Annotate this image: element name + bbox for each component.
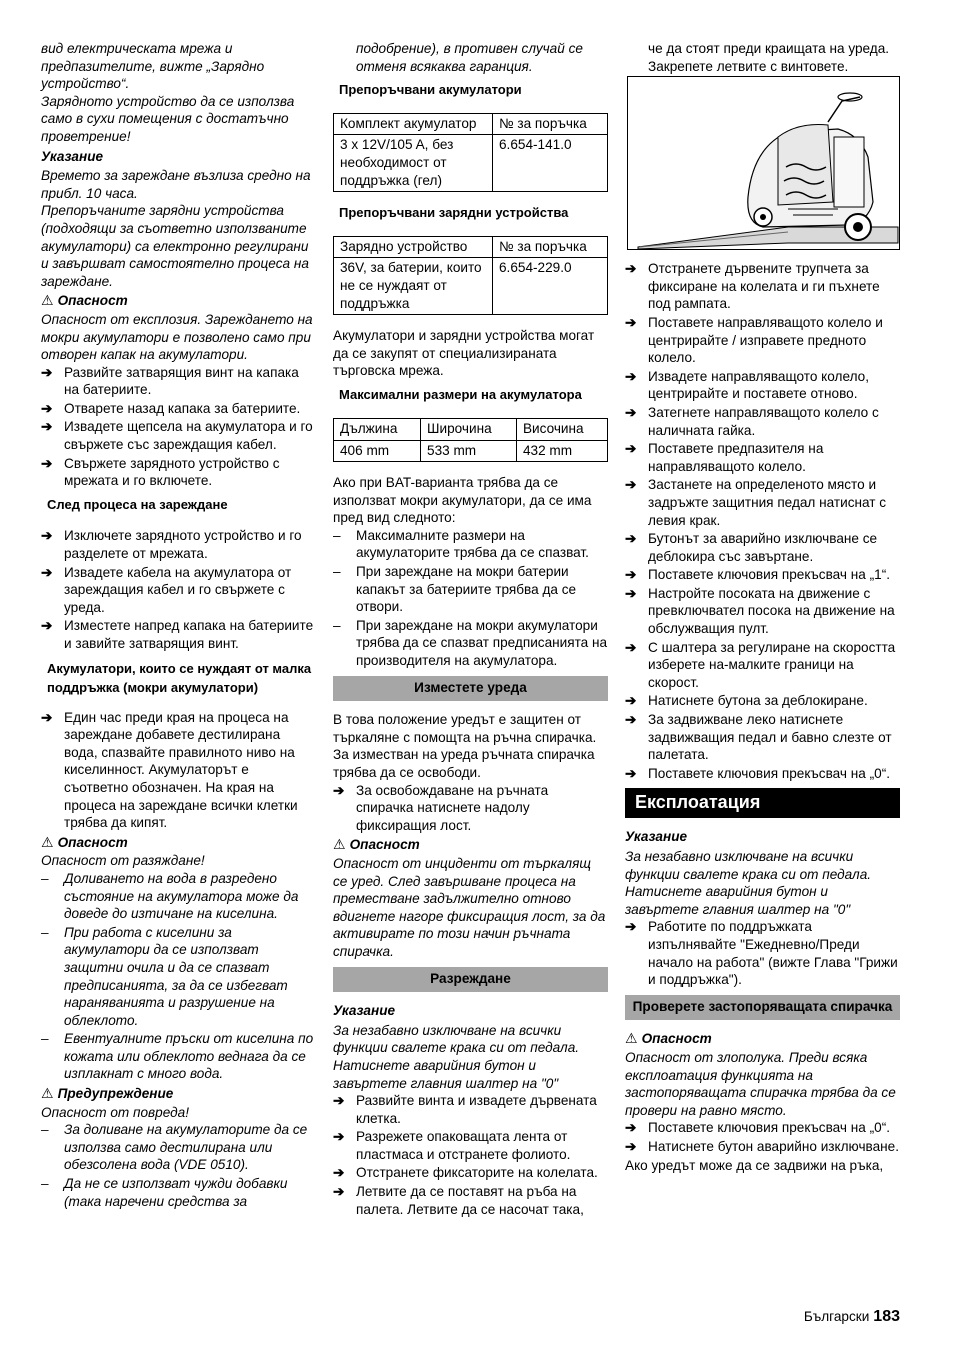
arrow-icon: ➔: [625, 404, 637, 420]
intro-text-2: Зарядното устройство да се използва само в сухи помещения с достатъчно проветрение!: [41, 93, 295, 144]
step-item: ➔ Един час преди края на процеса на зареждане добавете дестилирана вода, спазвайте правилното ниво на киселинност. Акумулаторът е съответно обозначен. На края на процеса на зареждане всички клетки трябва да кипят.: [41, 709, 298, 831]
table-header: № за поръчка: [493, 113, 608, 135]
step-item: ➔ Извадете кабела на акумулатора от зареждащия кабел и го свържете с уреда.: [41, 564, 292, 615]
note-text: Времето за зареждане възлиза средно на прибл. 10 часа.: [41, 168, 311, 201]
arrow-icon: ➔: [625, 477, 637, 493]
arrow-icon: ➔: [625, 1120, 637, 1136]
machine-illustration: [627, 76, 900, 250]
note-title: Указание: [333, 1003, 396, 1019]
step-item: ➔ Поставете ключовия прекъсвач на „1“.: [625, 567, 891, 583]
step-item: ➔ Натиснете бутона за деблокиране.: [625, 693, 868, 709]
arrow-icon: ➔: [41, 709, 53, 725]
step-item: ➔ Натиснете бутон аварийно изключване.: [625, 1138, 900, 1154]
arrow-icon: ➔: [625, 368, 637, 384]
section-heading: Препоръчвани зарядни устройства: [339, 205, 569, 221]
arrow-icon: ➔: [41, 618, 53, 634]
step-item: ➔ Отстранете дървените трупчета за фиксиране на колелата и ги пъхнете под рампата.: [625, 261, 880, 312]
section-title-operation: Експлоатация: [625, 788, 900, 818]
table-header: № за поръчка: [493, 236, 608, 258]
arrow-icon: ➔: [625, 531, 637, 547]
step-item: ➔ Свържете зарядното устройство с мрежата и го включете.: [41, 455, 280, 489]
step-item: ➔ Извадете щепсела на акумулатора и го свържете със зареждащия кабел.: [41, 419, 313, 453]
arrow-icon: ➔: [41, 564, 53, 580]
table-header: Зарядно устройство: [334, 236, 493, 258]
warning-icon: ⚠: [41, 833, 54, 850]
dash-item: – При работа с киселини за акумулатори да се използват защитни очила и да се спазват предписанията, за да се избегват нараняванията и разрушение на облеклото.: [41, 924, 288, 1028]
step-item: ➔ Развийте затварящия винт на капака на батериите.: [41, 364, 299, 398]
step-item: ➔ Извадете направляващото колело, центрирайте и поставете отново.: [625, 368, 869, 402]
note-text: За незабавно изключване на всички функции свалете крака си от педала. Натиснете аварийния бутон и завъртете главния шалтер на "0": [625, 849, 872, 917]
arrow-icon: ➔: [625, 693, 637, 709]
arrow-icon: ➔: [625, 441, 637, 457]
dash-item: – Да не се използват чужди добавки (така наречени средства за: [41, 1176, 288, 1209]
footer-language: Български: [803, 1309, 870, 1324]
step-item: ➔ Застанете на определеното място и задръжте защитния педал натиснат с левия крак.: [625, 477, 887, 528]
section-heading: Максимални размери на акумулатора: [339, 386, 582, 402]
arrow-icon: ➔: [41, 419, 53, 435]
step-item: ➔ Бутонът за аварийно изключване се деблокира със завъртане.: [625, 531, 878, 564]
step-item: ➔ Работите по поддръжката изпълнявайте "Ежедневно/Преди начало на работа" (вижте Глава "Грижи и поддръжка").: [625, 919, 898, 988]
arrow-icon: ➔: [41, 400, 53, 416]
arrow-icon: ➔: [333, 782, 345, 798]
table-cell: 36V, за батерии, които не се нуждаят от поддръжка: [334, 258, 493, 315]
warning-icon: ⚠: [333, 836, 346, 853]
arrow-icon: ➔: [625, 639, 637, 655]
step-item: ➔ Изместете напред капака на батериите и завийте затварящия винт.: [41, 618, 314, 651]
scrubber-on-ramp-image: [628, 77, 899, 249]
body-text: Ако при BAT-варианта трябва да се използват мокри акумулатори, да се има пред вид следното:: [333, 475, 592, 526]
danger-text: Опасност от експлозия. Зареждането на мокри акумулатори е позволено само при отворен капак на акумулатори.: [41, 311, 313, 363]
arrow-icon: ➔: [625, 765, 637, 781]
table-header: Комплект акумулатор: [334, 113, 493, 135]
arrow-icon: ➔: [625, 919, 637, 935]
note-title: Указание: [41, 148, 104, 164]
dash-item: – За доливане на акумулаторите да се използва само дестилирана или обезсолена вода (VDE 0510).: [41, 1122, 308, 1173]
page-number: 183: [873, 1308, 900, 1325]
step-item: ➔ С шалтера за регулиране на скоростта изберете на-малките граници на скорост.: [625, 639, 896, 690]
section-heading: Препоръчвани акумулатори: [339, 82, 522, 98]
danger-title: ⚠ Опасност: [41, 292, 128, 309]
table-cell: 406 mm: [334, 440, 421, 462]
step-item: ➔ Летвите да се поставят на ръба на палета. Летвите да се насочат така,: [333, 1184, 584, 1217]
arrow-icon: ➔: [333, 1184, 345, 1200]
body-text: Ако уредът може да се задвижи на ръка,: [625, 1157, 884, 1173]
section-heading-unload: Разреждане: [333, 967, 608, 993]
danger-text: Опасност от инциденти от търкалящ се уред. След завършване процеса на преместване задължително отново вдигнете нагоре фиксиращия лост, за да активирате по този начин ръчната спирачка.: [333, 855, 606, 959]
arrow-icon: ➔: [625, 567, 637, 583]
table-header: Дължина: [334, 418, 421, 440]
arrow-icon: ➔: [333, 1093, 345, 1109]
arrow-icon: ➔: [333, 1129, 345, 1145]
arrow-icon: ➔: [41, 528, 53, 544]
dash-item: – Доливането на вода в разредено състояние на акумулатора може да доведе до изтичане на киселина.: [41, 870, 299, 922]
page-footer: [804, 1308, 900, 1326]
step-item: ➔ Настройте посоката на движение с превключвател посока на движение на обслужващия пулт.: [625, 585, 895, 637]
arrow-icon: ➔: [41, 455, 53, 471]
warning-title: ⚠ Предупреждение: [41, 1085, 174, 1102]
dash-item: – При зареждане на мокри батерии капакът за батериите трябва да се отвори.: [333, 564, 577, 615]
arrow-icon: ➔: [333, 1165, 345, 1181]
section-heading: Акумулатори, които се нуждаят от малка поддръжка (мокри акумулатори): [47, 660, 312, 695]
step-item: ➔ За освобождаване на ръчната спирачка натиснете надолу фиксиращия лост.: [333, 782, 549, 833]
step-item: ➔ Отварете назад капака за батериите.: [41, 400, 301, 416]
danger-title: ⚠ Опасност: [625, 1030, 712, 1047]
table-header: Широчина: [421, 418, 517, 440]
column-1: [41, 40, 315, 1211]
body-text: В това положение уредът е защитен от търкаляне с помощта на ръчна спирачка. За изместван на уреда ръчната спирачка трябва да се освободи.: [333, 712, 597, 780]
table-cell: 533 mm: [421, 440, 517, 462]
step-item: ➔ Отстранете фиксаторите на колелата.: [333, 1165, 598, 1181]
arrow-icon: ➔: [625, 314, 637, 330]
danger-text: Опасност от злополука. Преди всяка експлоатация функцията на застопоряващата спирачка трябва да се провери на равно място.: [625, 1049, 896, 1118]
dash-item: – Евентуалните пръски от киселина по кожата или облеклото веднага да се изплакнат с много вода.: [41, 1031, 314, 1082]
dash-item: – Максималните размери на акумулаторите трябва да се спазват.: [333, 527, 589, 561]
dash-item: – При зареждане на мокри акумулатори трябва да се спазват предписанията на производителя на акумулатора.: [333, 617, 608, 669]
dimensions-table: [333, 418, 608, 462]
table-cell: 432 mm: [516, 440, 607, 462]
table-header: Височина: [516, 418, 607, 440]
step-item: ➔ Затегнете направляващото колело с наличната гайка.: [625, 404, 879, 438]
step-item: ➔ Развийте винта и извадете дървената клетка.: [333, 1093, 597, 1126]
step-item: ➔ За задвижване леко натиснете задвижващия педал и бавно слезте от палетата.: [625, 712, 892, 763]
section-heading-brake: Проверете застопоряващата спирачка: [625, 995, 900, 1021]
danger-title: ⚠ Опасност: [333, 836, 420, 853]
charger-table: [333, 236, 608, 315]
battery-table: [333, 113, 608, 192]
step-item: ➔ Изключете зарядното устройство и го разделете от мрежата.: [41, 528, 302, 562]
arrow-icon: ➔: [625, 1138, 637, 1154]
step-item: ➔ Поставете ключовия прекъсвач на „0“.: [625, 1120, 891, 1136]
table-cell: 3 x 12V/105 A, без необходимост от поддръжка (гел): [334, 135, 493, 192]
warning-icon: ⚠: [41, 292, 54, 309]
note-text: За незабавно изключване на всички функции свалете крака си от педала. Натиснете аварийния бутон и завъртете главния шалтер на "0": [333, 1022, 580, 1091]
warning-text: Опасност от повреда!: [41, 1104, 189, 1120]
intro-text: вид електрическата мрежа и предпазителите, вижте „Зарядно устройство“.: [41, 41, 265, 92]
step-item: ➔ Поставете ключовия прекъсвач на „0“.: [625, 765, 891, 781]
table-cell: 6.654-229.0: [493, 258, 608, 315]
body-text: Акумулатори и зарядни устройства могат да се закупят от специализираната търговска мрежа.: [333, 328, 595, 379]
warning-icon: ⚠: [41, 1085, 54, 1102]
arrow-icon: ➔: [625, 585, 637, 601]
arrow-icon: ➔: [41, 364, 53, 380]
note-title: Указание: [625, 829, 688, 845]
arrow-icon: ➔: [625, 261, 637, 277]
arrow-icon: ➔: [625, 712, 637, 728]
step-continuation: че да стоят преди краищата на уреда. Закрепете летвите с винтовете.: [648, 41, 890, 74]
step-item: ➔ Разрежете опаковащата лента от пластмаса и отстранете фолиото.: [333, 1129, 571, 1162]
section-heading: След процеса на зареждане: [47, 496, 228, 512]
column-2: [333, 40, 608, 1219]
column-3: [625, 40, 900, 1174]
dash-continuation: подобрение), в противен случай се отменя всякаква гаранция.: [356, 41, 583, 74]
section-heading-move: Изместете уреда: [333, 676, 608, 702]
table-cell: 6.654-141.0: [493, 135, 608, 192]
step-item: ➔ Поставете направляващото колело и центрирайте / изправете предното колело.: [625, 314, 883, 366]
danger-text: Опасност от разяждане!: [41, 853, 205, 869]
warning-icon: ⚠: [625, 1030, 638, 1047]
danger-title: ⚠ Опасност: [41, 833, 128, 850]
step-item: ➔ Поставете предпазителя на направляващото колело.: [625, 441, 824, 474]
note-text: Препоръчаните зарядни устройства (подходящи за съответно използваните акумулатори) са електронно регулирани и завършват самостоятелно процеса на зареждане.: [41, 203, 309, 289]
